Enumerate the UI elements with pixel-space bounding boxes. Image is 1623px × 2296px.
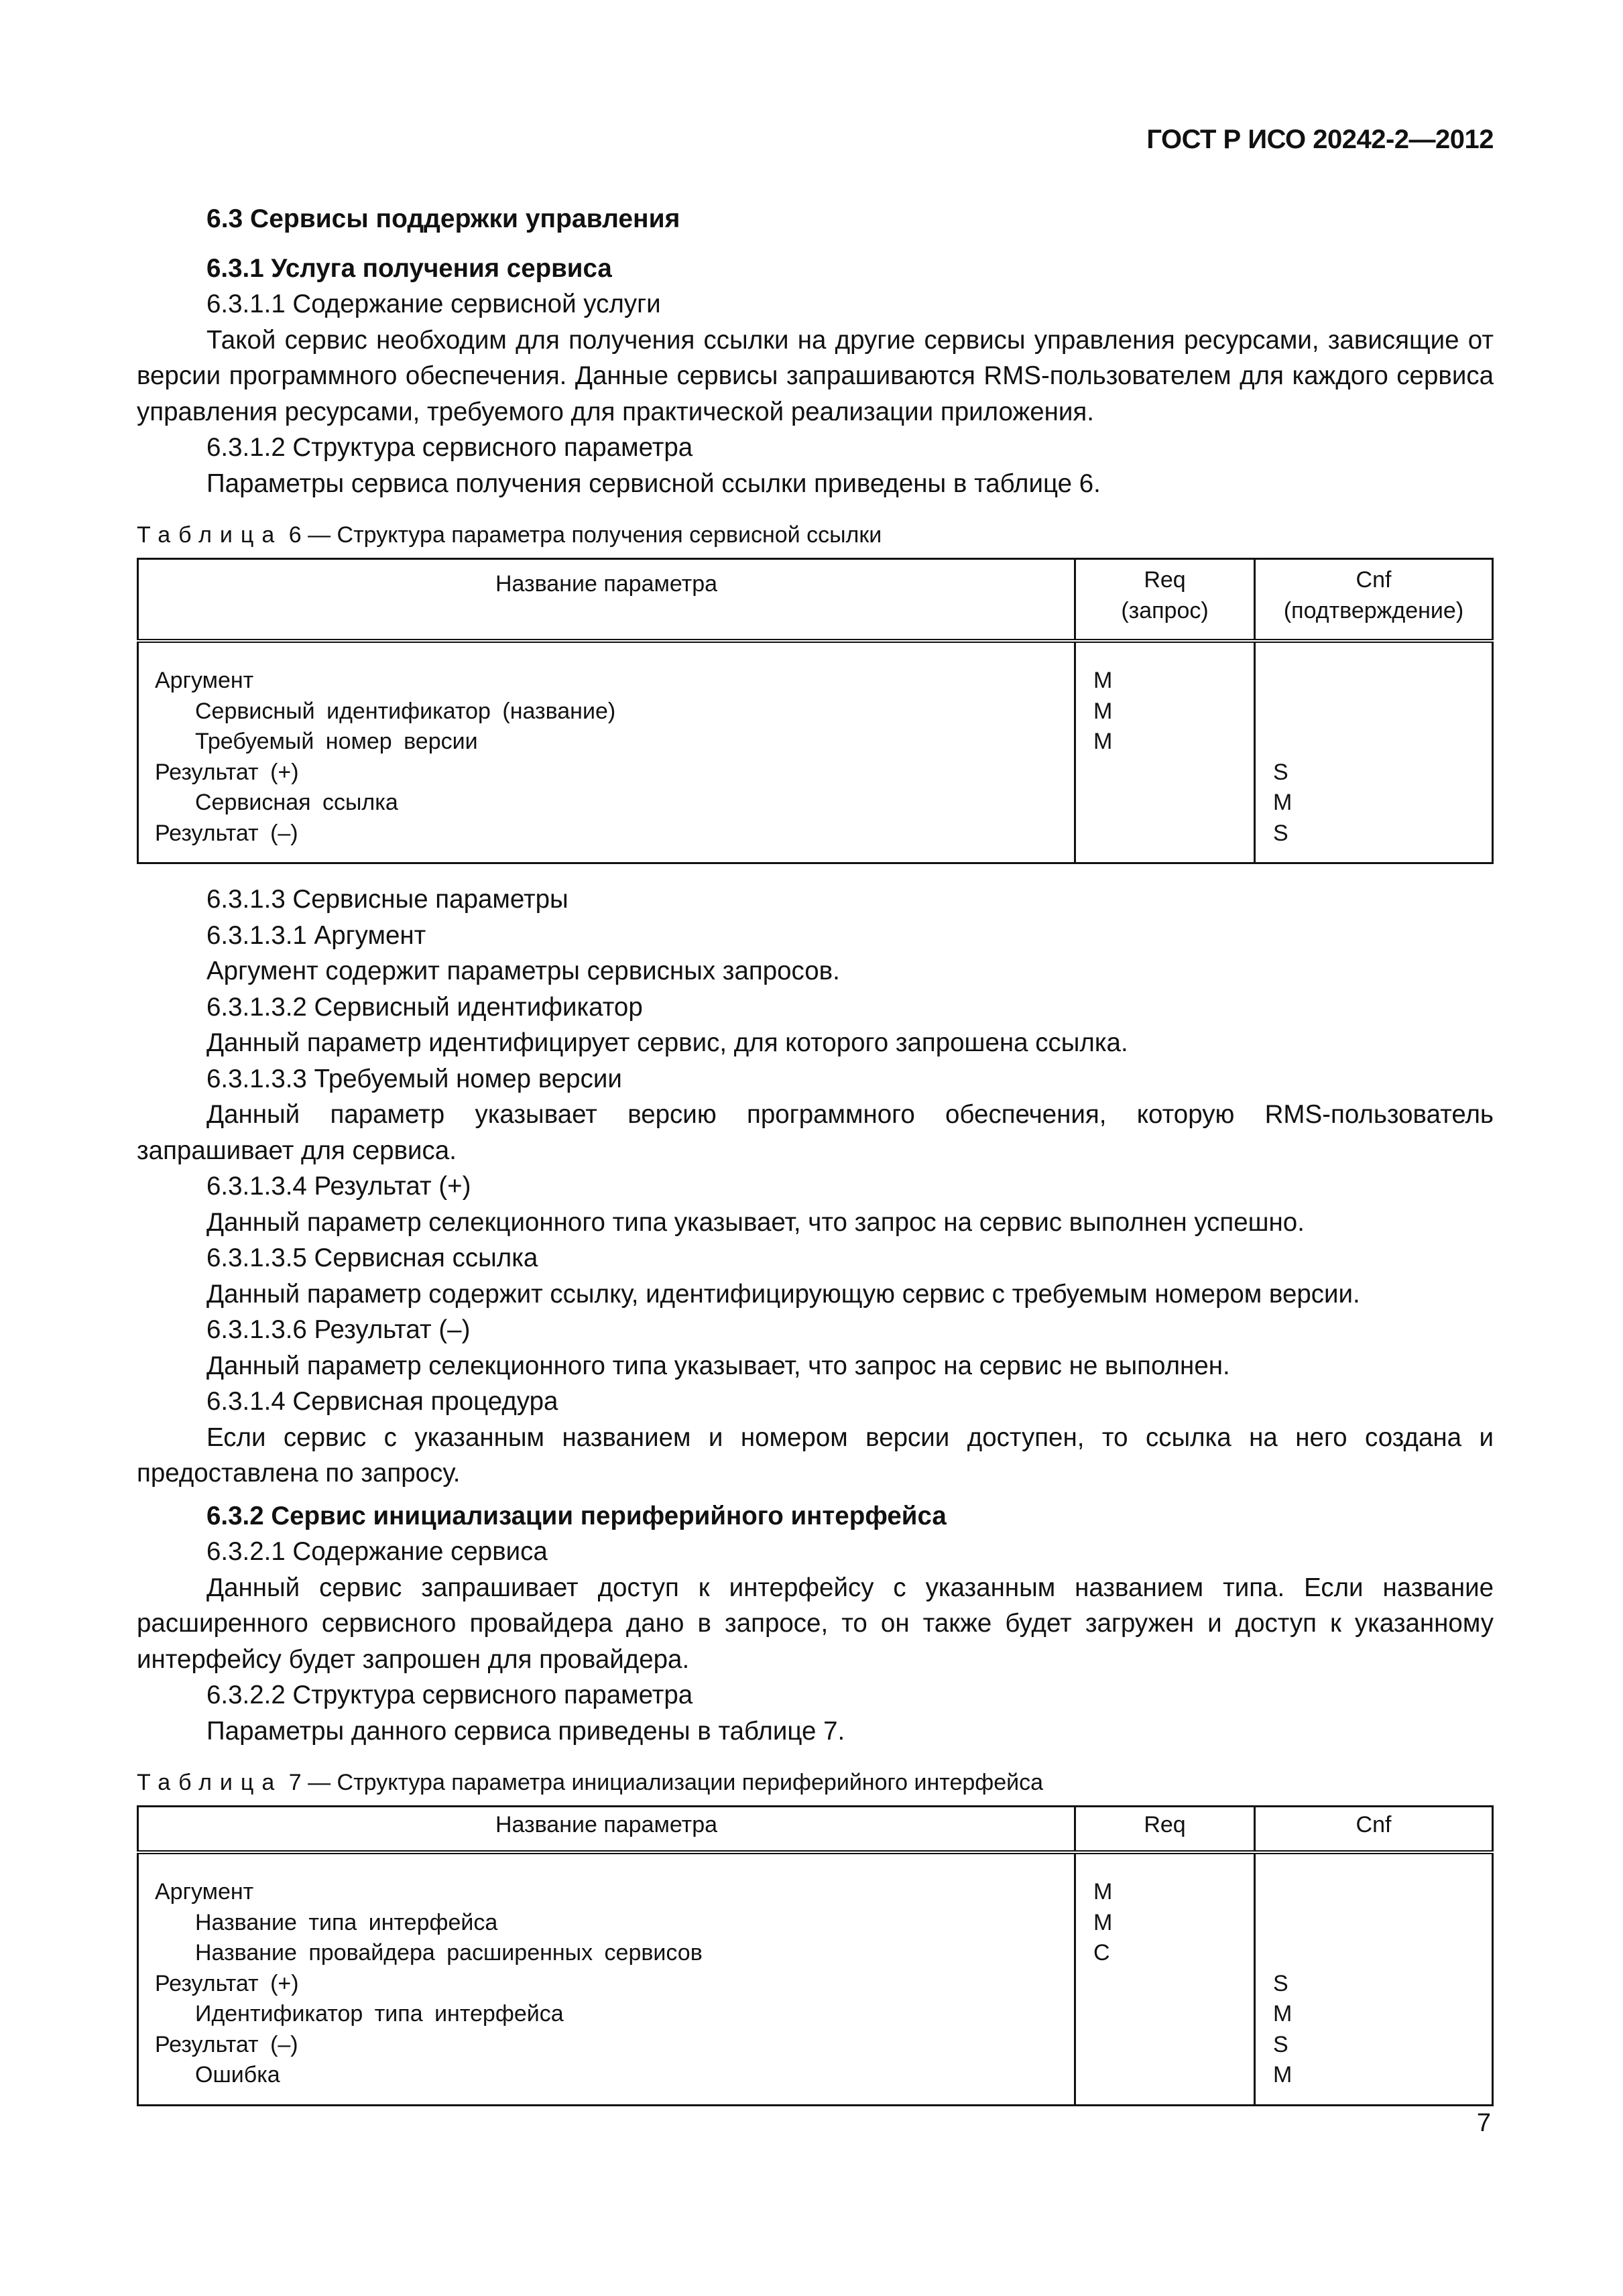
paragraph: 6.3.1.3.3 Требуемый номер версии: [206, 1064, 622, 1093]
table-row-cnf-value: S: [1273, 820, 1288, 846]
section-heading: 6.3 Сервисы поддержки управления: [206, 204, 680, 233]
table-row-param-name: Результат (+): [155, 1970, 299, 1996]
table-row-param-name: Результат (+): [155, 759, 299, 785]
section-heading: 6.3.2 Сервис инициализации периферийного интерфейса: [206, 1501, 947, 1530]
table-row-req-value: [1093, 788, 1254, 819]
table-6-caption: [137, 520, 1494, 550]
paragraph: 6.3.1.3.5 Сервисная ссылка: [206, 1244, 538, 1272]
paragraph: Аргумент содержит параметры сервисных запросов.: [206, 957, 840, 985]
paragraph: Данный параметр селекционного типа указывает, что запрос на сервис выполнен успешно.: [206, 1207, 1305, 1237]
table-7-header-req: Req: [1075, 1807, 1255, 1853]
table-row-cnf-value: S: [1273, 2031, 1288, 2057]
paragraph: Данный параметр селекционного типа указывает, что запрос на сервис не выполнен.: [206, 1351, 1230, 1380]
section-heading: 6.3.1 Услуга получения сервиса: [206, 253, 612, 283]
paragraph: 6.3.1.3 Сервисные параметры: [206, 885, 568, 914]
table-row-param-name: Сервисная ссылка: [195, 790, 398, 815]
page-number: 7: [1476, 2109, 1491, 2137]
table-row-param-name: Сервисный идентификатор (название): [195, 698, 616, 724]
table-6-header-cnf: Cnf (подтверждение): [1255, 559, 1493, 642]
table-7-caption: [137, 1768, 1494, 1797]
main-content: [137, 201, 1494, 2106]
table-row-cnf-value: M: [1273, 2062, 1293, 2088]
paragraph: Параметры данного сервиса приведены в таблице 7.: [206, 1716, 845, 1746]
table-6: [137, 558, 1494, 864]
table-row-req-value: [1093, 2030, 1254, 2061]
table-row-req-value: M: [1093, 698, 1113, 724]
table-row-cnf-value: [1273, 666, 1492, 697]
paragraph: Данный сервис запрашивает доступ к интерфейсу с указанным названием типа. Если название расширенного сервисного провайдера дано в запросе, то он также будет загружен и доступ к указанному интерфейсу будет запрошен для провайдера.: [137, 1573, 1494, 1674]
table-row-cnf-value: [1273, 697, 1492, 727]
paragraph: Данный параметр содержит ссылку, идентифицирующую сервис с требуемым номером версии.: [206, 1279, 1360, 1309]
table-7-caption-title: 7 — Структура параметра инициализации периферийного интерфейса: [282, 1770, 1044, 1795]
table-7: [137, 1805, 1494, 2106]
table-7-req-cell: [1075, 1852, 1255, 2105]
table-6-caption-title: 6 — Структура параметра получения сервисной ссылки: [282, 522, 882, 548]
paragraph: 6.3.1.3.2 Сервисный идентификатор: [206, 992, 643, 1022]
table-row-req-value: [1093, 1999, 1254, 2030]
table-row-req-value: [1093, 819, 1254, 849]
table-7-names-cell: [138, 1852, 1075, 2105]
table-6-cnf-cell: [1255, 641, 1493, 863]
paragraph: Данный параметр указывает версию программного обеспечения, которую RMS-пользователь запрашивает для сервиса.: [137, 1100, 1494, 1165]
paragraph: Параметры сервиса получения сервисной ссылки приведены в таблице 6.: [206, 469, 1101, 498]
table-row-param-name: Результат (–): [155, 820, 298, 846]
table-6-names-cell: [138, 641, 1075, 863]
table-row-param-name: Идентификатор типа интерфейса: [195, 2001, 564, 2027]
table-row-req-value: M: [1093, 1879, 1113, 1905]
table-row-param-name: Название типа интерфейса: [195, 1909, 498, 1935]
table-6-req-cell: [1075, 641, 1255, 863]
paragraph: 6.3.1.3.6 Результат (–): [206, 1315, 471, 1344]
table-row-req-value: M: [1093, 729, 1113, 754]
table-row-req-value: [1093, 1969, 1254, 2000]
section-middle-text: [137, 882, 1494, 1749]
paragraph: 6.3.2.1 Содержание сервиса: [206, 1537, 548, 1566]
paragraph: Такой сервис необходим для получения ссылки на другие сервисы управления ресурсами, зависящие от версии программного обеспечения. Данные сервисы запрашиваются RMS-пользователем для каждого сервиса управления ресурсами, требуемого для практической реализации приложения.: [137, 325, 1494, 426]
paragraph: 6.3.1.4 Сервисная процедура: [206, 1387, 558, 1416]
table-7-cnf-cell: [1255, 1852, 1493, 2105]
table-row-req-value: C: [1093, 1940, 1110, 1966]
paragraph: Если сервис с указанным названием и номером версии доступен, то ссылка на него создана и предоставлена по запросу.: [137, 1423, 1494, 1488]
table-row-param-name: Аргумент: [155, 1879, 254, 1905]
table-6-header-name: Название параметра: [138, 559, 1075, 642]
table-7-header-cnf: Cnf: [1255, 1807, 1493, 1853]
table-row-cnf-value: M: [1273, 2001, 1293, 2027]
table-row-param-name: Результат (–): [155, 2031, 298, 2057]
table-row-cnf-value: [1273, 1908, 1492, 1939]
table-row-cnf-value: M: [1273, 790, 1293, 815]
paragraph: 6.3.2.2 Структура сервисного параметра: [206, 1681, 693, 1709]
table-row-cnf-value: [1273, 1938, 1492, 1969]
table-row-req-value: [1093, 758, 1254, 788]
table-7-header-name: Название параметра: [138, 1807, 1075, 1853]
table-row-req-value: M: [1093, 668, 1113, 693]
table-row-req-value: M: [1093, 1909, 1113, 1935]
table-row-param-name: Ошибка: [195, 2062, 280, 2088]
paragraph: Данный параметр идентифицирует сервис, для которого запрошена ссылка.: [206, 1028, 1128, 1057]
table-row-cnf-value: S: [1273, 1970, 1288, 1996]
table-row-param-name: Название провайдера расширенных сервисов: [195, 1940, 703, 1966]
table-row-cnf-value: S: [1273, 759, 1288, 785]
table-row-req-value: [1093, 2060, 1254, 2091]
paragraph: 6.3.1.2 Структура сервисного параметра: [206, 433, 693, 462]
table-row-cnf-value: [1273, 1877, 1492, 1908]
table-row-param-name: Аргумент: [155, 668, 254, 693]
table-row-param-name: Требуемый номер версии: [195, 729, 478, 754]
table-row-cnf-value: [1273, 727, 1492, 758]
section-top-text: [137, 201, 1494, 501]
paragraph: 6.3.1.3.4 Результат (+): [206, 1172, 471, 1201]
table-7-caption-prefix: Таблица: [137, 1770, 283, 1795]
table-6-caption-prefix: Таблица: [137, 522, 283, 548]
table-6-header-req: Req (запрос): [1075, 559, 1255, 642]
paragraph: 6.3.1.1 Содержание сервисной услуги: [206, 290, 661, 318]
paragraph: 6.3.1.3.1 Аргумент: [206, 920, 426, 950]
standard-code: ГОСТ Р ИСО 20242-2—2012: [1146, 125, 1494, 154]
